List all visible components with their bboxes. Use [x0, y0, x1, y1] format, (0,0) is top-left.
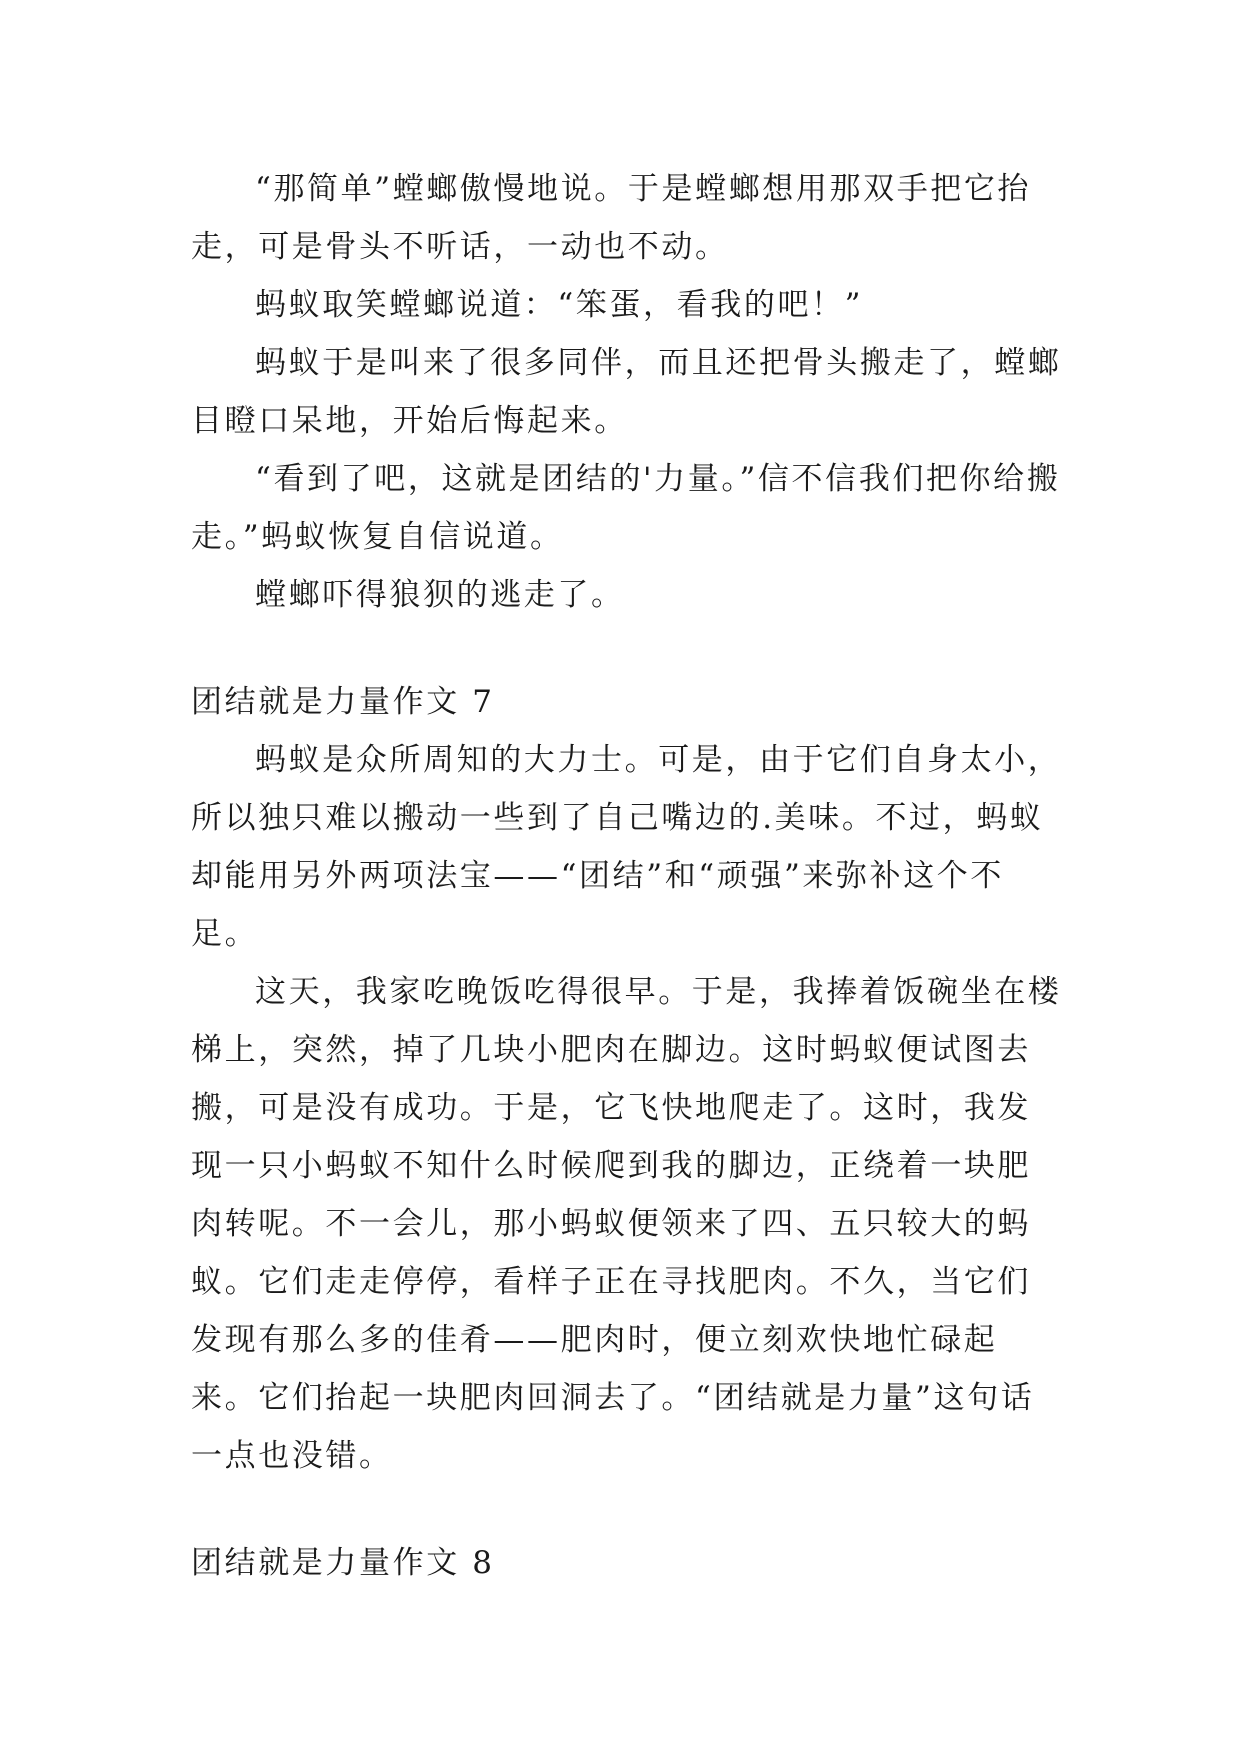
paragraph: 蚂蚁是众所周知的大力士。可是，由于它们自身太小，所以独只难以搬动一些到了自己嘴边的.美味。不过，蚂蚁却能用另外两项法宝——“团结”和“顽强”来弥补这个不足。 — [191, 742, 1062, 952]
section-heading: 团结就是力量作文 8 — [191, 1545, 495, 1581]
section-gap — [191, 1485, 1063, 1534]
paragraph: 这天，我家吃晚饭吃得很早。于是，我捧着饭碗坐在楼梯上，突然，掉了几块小肥肉在脚边。这时蚂蚁便试图去搬，可是没有成功。于是，它飞快地爬走了。这时，我发现一只小蚂蚁不知什么时候爬到我的脚边，正绕着一块肥肉转呢。不一会儿，那小蚂蚁便领来了四、五只较大的蚂蚁。它们走走停停，看样子正在寻找肥肉。不久，当它们发现有那么多的佳肴——肥肉时，便立刻欢快地忙碌起来。它们抬起一块肥肉回洞去了。“团结就是力量”这句话一点也没错。 — [191, 974, 1062, 1474]
document-body — [191, 160, 1063, 1592]
paragraph: 蚂蚁于是叫来了很多同伴，而且还把骨头搬走了，螳螂目瞪口呆地，开始后悔起来。 — [191, 345, 1062, 439]
paragraph: 蚂蚁取笑螳螂说道：“笨蛋，看我的吧！” — [255, 287, 864, 323]
paragraph: 螳螂吓得狼狈的逃走了。 — [255, 577, 625, 613]
paragraph: “那简单”螳螂傲慢地说。于是螳螂想用那双手把它抬走，可是骨头不听话，一动也不动。 — [191, 171, 1032, 265]
section-gap — [191, 624, 1063, 673]
paragraph: “看到了吧，这就是团结的'力量。”信不信我们把你给搬走。”蚂蚁恢复自信说道。 — [191, 461, 1061, 555]
section-heading: 团结就是力量作文 7 — [191, 684, 495, 720]
